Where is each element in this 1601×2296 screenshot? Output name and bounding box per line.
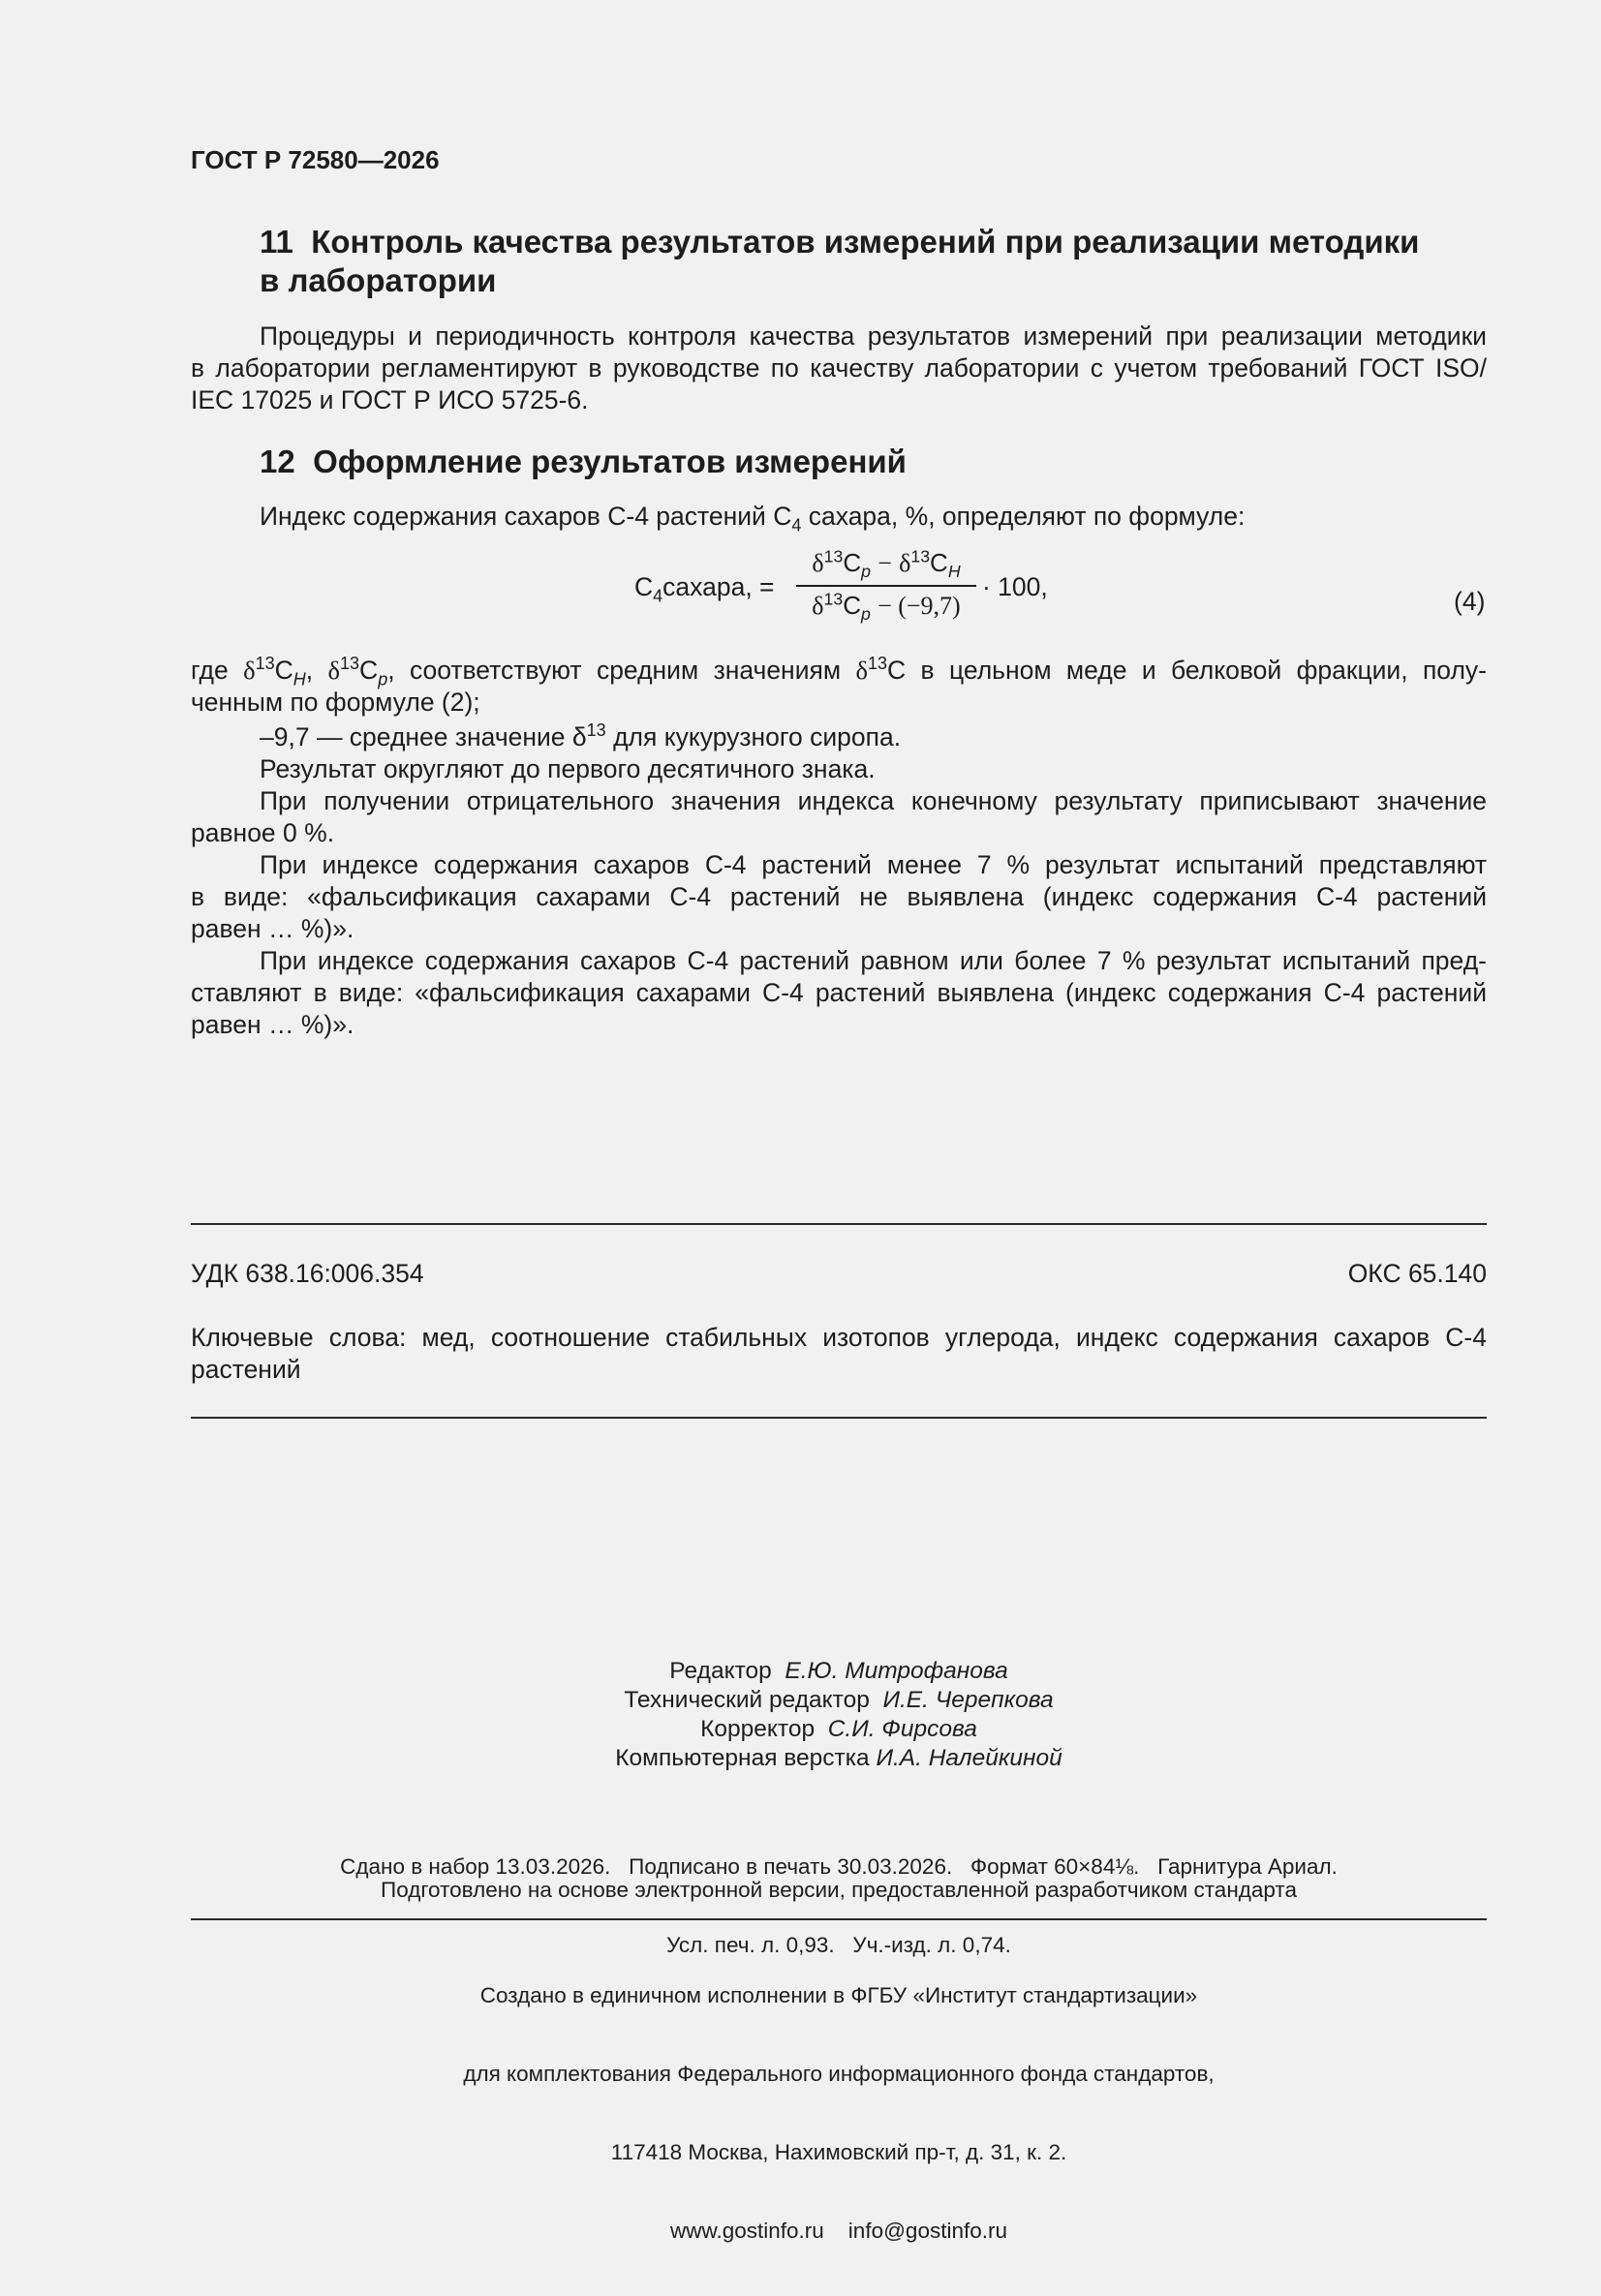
publisher-line: для комплектования Федерального информационного фонда стандартов, bbox=[463, 2062, 1215, 2086]
text-line: растений bbox=[191, 1355, 301, 1384]
name: И.Е. Черепкова bbox=[882, 1687, 1054, 1713]
section-number: 11 bbox=[260, 224, 293, 260]
definition-line bbox=[191, 721, 1487, 1041]
where-clause bbox=[191, 655, 1487, 719]
keywords bbox=[191, 1322, 1487, 1386]
publisher-line: 117418 Москва, Нахимовский пр-т, д. 31, к. 2. bbox=[610, 2140, 1067, 2164]
text-line: в виде: «фальсификация сахарами С-4 растений не выявлена (индекс содержания С-4 растений bbox=[191, 882, 1487, 911]
label: Редактор bbox=[669, 1658, 772, 1684]
credit-layout bbox=[191, 1744, 1487, 1773]
text-line: где $\delta^{13}C_H$, $\delta^{13}C_p$, соответствуют средним значениям $\delta^{13}C$ в цельном меде и белковой фракции, полу- bbox=[191, 654, 1488, 689]
text-line: равное 0 %. bbox=[191, 818, 335, 847]
section-title: Оформление результатов измерений bbox=[313, 444, 907, 479]
divider bbox=[191, 1918, 1487, 1920]
text-line: равен … %)». bbox=[191, 1010, 354, 1039]
oks-code: ОКС 65.140 bbox=[1347, 1259, 1487, 1288]
section-title: Контроль качества результатов измерений при реализации методики bbox=[311, 224, 1420, 260]
subscript: 4 bbox=[653, 586, 663, 606]
text-line: При индексе содержания сахаров С-4 растений равном или более 7 % результат испытаний пред- bbox=[260, 946, 1487, 975]
text-line bbox=[191, 721, 1487, 753]
section-11-heading bbox=[260, 223, 1419, 261]
text: Индекс содержания сахаров С-4 растений С bbox=[260, 502, 792, 531]
superscript: 13 bbox=[586, 720, 606, 741]
publisher-contacts: www.gostinfo.ru info@gostinfo.ru bbox=[669, 2219, 1007, 2243]
text: сахара, = bbox=[662, 572, 775, 601]
text-line: ставляют в виде: «фальсификация сахарами С-4 растений выявлена (индекс содержания С-4 растений bbox=[191, 978, 1487, 1007]
divider bbox=[191, 1417, 1487, 1419]
section-11-paragraph bbox=[191, 321, 1487, 416]
text-line: Процедуры и периодичность контроля качества результатов измерений при реализации методики bbox=[260, 321, 1487, 351]
text-line: При получении отрицательного значения индекса конечному результату приписывают значение bbox=[260, 786, 1487, 815]
name: Е.Ю. Митрофанова bbox=[785, 1658, 1008, 1684]
text-line: в лаборатории регламентируют в руководстве по качеству лаборатории с учетом требований ГОСТ ISO/ bbox=[191, 353, 1487, 383]
formula-intro bbox=[260, 502, 1246, 536]
text-line: IEC 17025 и ГОСТ Р ИСО 5725-6. bbox=[191, 385, 589, 414]
text-line: Ключевые слова: мед, соотношение стабильных изотопов углерода, индекс содержания сахаров С-4 bbox=[191, 1323, 1487, 1352]
text-line: равен … %)». bbox=[191, 914, 354, 943]
credit-tech-editor bbox=[191, 1686, 1487, 1715]
credits bbox=[191, 1657, 1487, 1773]
publisher-info bbox=[191, 1930, 1487, 2296]
text-line: ченным по формуле (2); bbox=[191, 688, 480, 717]
subscript: 4 bbox=[791, 515, 802, 536]
prepared-note: Подготовлено на основе электронной версии, предоставленной разработчиком стандарта bbox=[381, 1878, 1297, 1902]
equation-number: (4) bbox=[1454, 587, 1486, 616]
formula-multiplier: · 100, bbox=[982, 572, 1048, 601]
text-line: Результат округляют до первого десятичного знака. bbox=[260, 754, 876, 783]
label: Технический редактор bbox=[624, 1687, 870, 1713]
imprint-line: Сдано в набор 13.03.2026. Подписано в печать 30.03.2026. Формат 60×84⅛. Гарнитура Ариал. bbox=[340, 1854, 1338, 1879]
credit-corrector bbox=[191, 1715, 1487, 1744]
formula-lhs bbox=[634, 572, 775, 606]
formula-fraction bbox=[796, 546, 976, 625]
fraction-numerator: $\delta^{13}C_p - \delta^{13}C_H$ bbox=[812, 546, 961, 582]
text: для кукурузного сиропа. bbox=[605, 722, 902, 751]
label: Компьютерная верстка bbox=[615, 1745, 870, 1771]
udk-code: УДК 638.16:006.354 bbox=[191, 1259, 424, 1288]
text: –9,7 — среднее значение δ bbox=[260, 722, 587, 751]
label: Корректор bbox=[700, 1716, 816, 1742]
document-code: ГОСТ Р 72580—2026 bbox=[191, 145, 440, 174]
imprint-line: Усл. печ. л. 0,93. Уч.-изд. л. 0,74. bbox=[666, 1933, 1011, 1957]
fraction-denominator: $\delta^{13}C_p - (-9,7)$ bbox=[812, 589, 961, 625]
text: С bbox=[634, 572, 654, 601]
name: И.А. Налейкиной bbox=[876, 1745, 1062, 1771]
divider bbox=[191, 1223, 1487, 1225]
publisher-line: Создано в единичном исполнении в ФГБУ «Институт стандартизации» bbox=[479, 1983, 1198, 2007]
section-12-heading bbox=[260, 443, 907, 481]
credit-editor bbox=[191, 1657, 1487, 1686]
text-line: При индексе содержания сахаров С-4 растений менее 7 % результат испытаний представляют bbox=[260, 850, 1487, 879]
section-number: 12 bbox=[260, 444, 295, 479]
name: С.И. Фирсова bbox=[827, 1716, 977, 1742]
section-11-heading-cont: в лаборатории bbox=[260, 262, 497, 298]
text: сахара, %, определяют по формуле: bbox=[801, 502, 1246, 531]
